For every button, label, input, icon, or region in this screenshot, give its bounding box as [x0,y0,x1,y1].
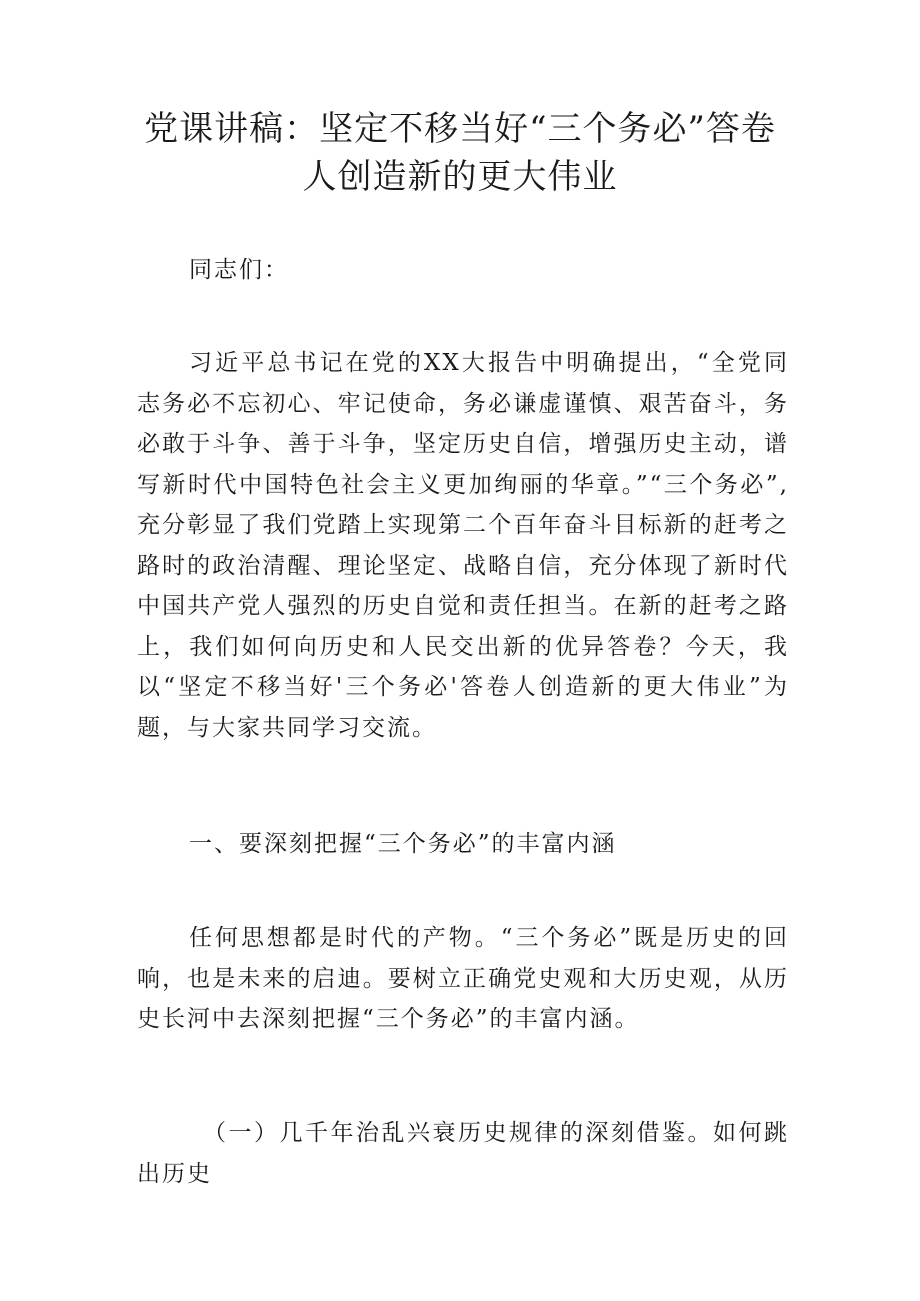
salutation: 同志们： [189,257,289,283]
section-heading-1: 一、要深刻把握“三个务必”的丰富内涵 [189,831,617,857]
document-title-line-1: 党课讲稿：坚定不移当好“三个务必”答卷 [144,109,776,149]
document-title-line-2: 人创造新的更大伟业 [302,157,618,197]
body-paragraph-2: 任何思想都是时代的产物。“三个务必”既是历史的回响，也是未来的启迪。要树立正确党史观和大历史观，从历史长河中去深刻把握“三个务必”的丰富内涵。 [137,925,789,1032]
body-paragraph-1: 习近平总书记在党的XX大报告中明确提出，“全党同志务必不忘初心、牢记使命，务必谦虚谨慎、艰苦奋斗，务必敢于斗争、善于斗争，坚定历史自信，增强历史主动，谱写新时代中国特色社会主义更加绚丽的华章。”“三个务必”,充分彰显了我们党踏上实现第二个百年奋斗目标新的赶考之路时的政治清醒、理论坚定、战略自信，充分体现了新时代中国共产党人强烈的历史自觉和责任担当。在新的赶考之路上，我们如何向历史和人民交出新的优异答卷？今天，我以“坚定不移当好'三个务必'答卷人创造新的更大伟业”为题，与大家共同学习交流。 [137,350,789,741]
subsection-heading-1: （一）几千年治乱兴衰历史规律的深刻借鉴。如何跳出历史 [137,1120,789,1187]
